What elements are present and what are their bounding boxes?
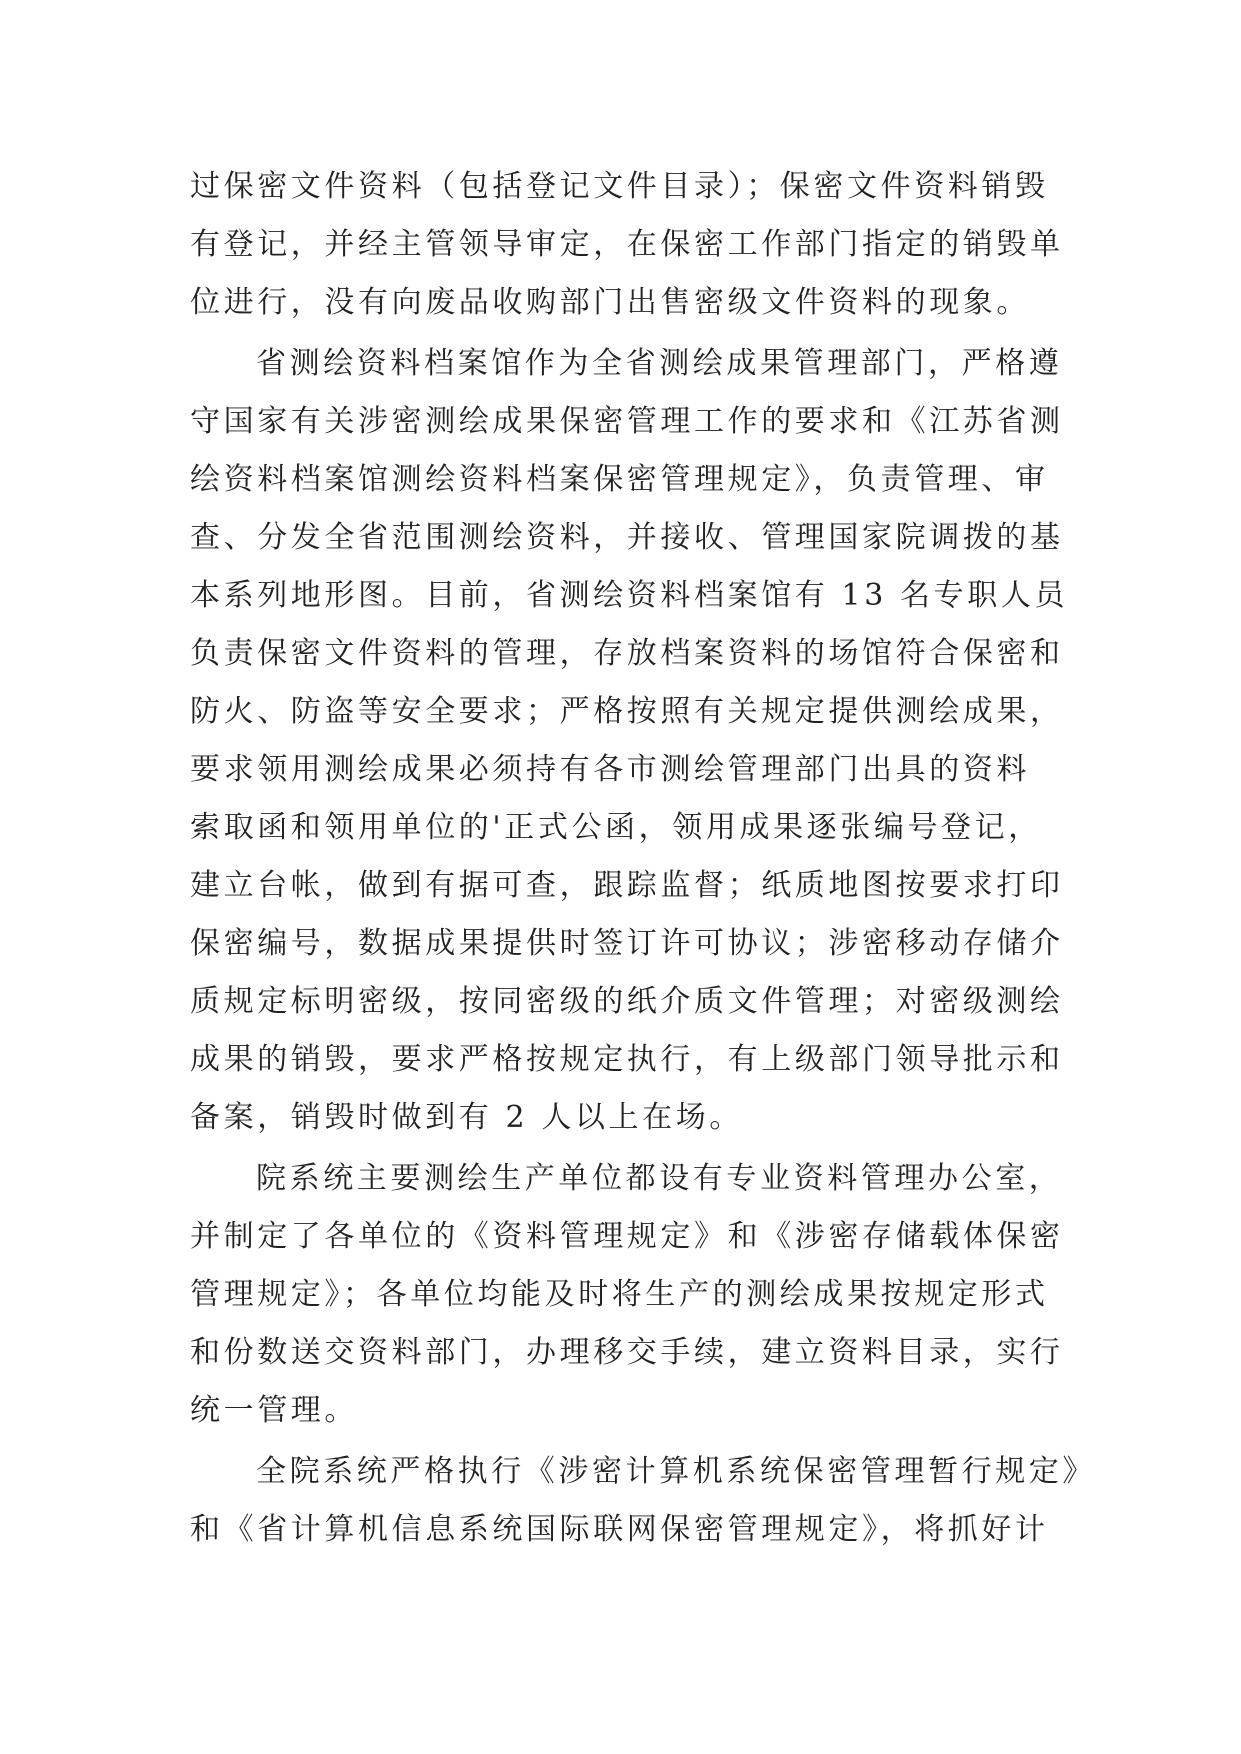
text-line: 防火、防盗等安全要求；严格按照有关规定提供测绘成果， (190, 694, 1064, 729)
text-line: 索取函和领用单位的'正式公函，领用成果逐张编号登记， (190, 810, 1042, 845)
paragraph-2 (190, 335, 1069, 1147)
paragraph-4 (190, 1443, 1096, 1559)
text-line: 建立台帐，做到有据可查，跟踪监督；纸质地图按要求打印 (190, 868, 1064, 903)
text-line: 质规定标明密级，按同密级的纸介质文件管理；对密级测绘 (190, 984, 1064, 1019)
text-line: 过保密文件资料（包括登记文件目录）；保密文件资料销毁 (190, 169, 1049, 204)
text-line: 要求领用测绘成果必须持有各市测绘管理部门出具的资料 (190, 752, 1030, 787)
text-line: 本系列地形图。目前，省测绘资料档案馆有 13 名专职人员 (190, 578, 1069, 613)
text-line: 绘资料档案馆测绘资料档案保密管理规定》，负责管理、审 (190, 462, 1049, 497)
text-line: 查、分发全省范围测绘资料，并接收、管理国家院调拨的基 (190, 520, 1064, 555)
text-line: 省测绘资料档案馆作为全省测绘成果管理部门，严格遵 (256, 346, 1063, 381)
text-line: 院系统主要测绘生产单位都设有专业资料管理办公室， (256, 1161, 1063, 1196)
text-line: 全院系统严格执行《涉密计算机系统保密管理暂行规定》 (256, 1454, 1096, 1489)
text-line: 有登记，并经主管领导审定，在保密工作部门指定的销毁单 (190, 227, 1064, 262)
text-line: 保密编号，数据成果提供时签订许可协议；涉密移动存储介 (190, 926, 1064, 961)
text-line: 和份数送交资料部门，办理移交手续，建立资料目录，实行 (190, 1335, 1064, 1370)
text-line: 统一管理。 (190, 1393, 358, 1428)
paragraph-1 (190, 158, 1064, 332)
document-body (190, 158, 1096, 1559)
text-line: 管理规定》；各单位均能及时将生产的测绘成果按规定形式 (190, 1277, 1049, 1312)
text-line: 成果的销毁，要求严格按规定执行，有上级部门领导批示和 (190, 1042, 1064, 1077)
paragraph-3 (190, 1150, 1064, 1440)
text-line: 位进行，没有向废品收购部门出售密级文件资料的现象。 (190, 285, 1030, 320)
text-line: 和《省计算机信息系统国际联网保密管理规定》，将抓好计 (190, 1512, 1049, 1547)
text-line: 负责保密文件资料的管理，存放档案资料的场馆符合保密和 (190, 636, 1064, 671)
text-line: 并制定了各单位的《资料管理规定》和《涉密存储载体保密 (190, 1219, 1064, 1254)
text-line: 守国家有关涉密测绘成果保密管理工作的要求和《江苏省测 (190, 404, 1064, 439)
text-line: 备案，销毁时做到有 2 人以上在场。 (190, 1100, 743, 1135)
